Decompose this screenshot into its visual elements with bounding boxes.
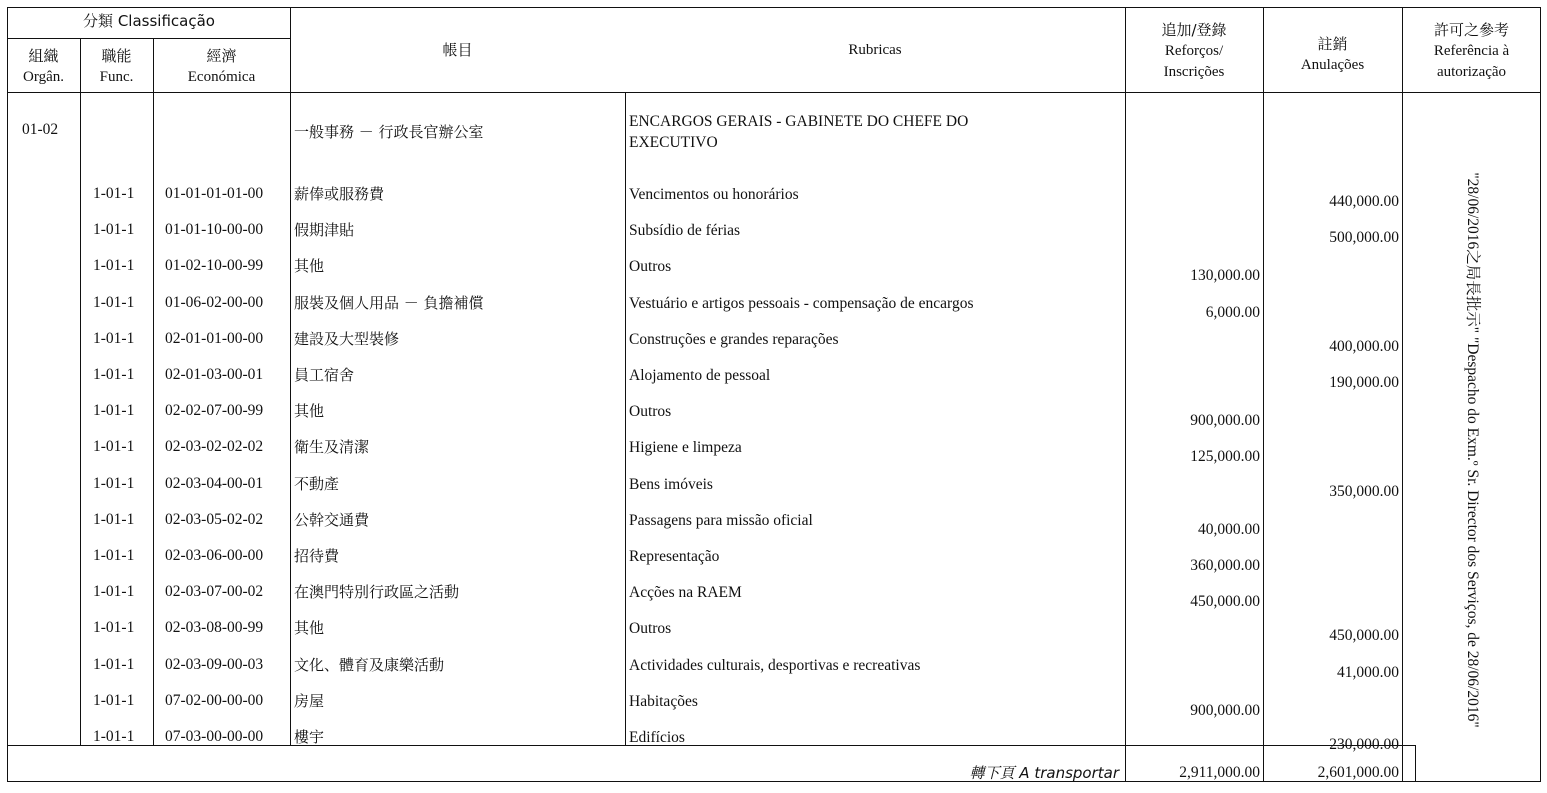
row-econ-code: 02-03-07-00-02 bbox=[165, 583, 264, 600]
col-divider-econ bbox=[290, 7, 291, 745]
row-func-code: 1-01-1 bbox=[93, 511, 135, 528]
row-title-pt: Higiene e limpeza bbox=[629, 439, 742, 456]
row-econ-code: 01-01-01-01-00 bbox=[165, 185, 264, 202]
header-econ: 經濟 Económica bbox=[187, 47, 256, 85]
header-rubric-pt: Rubricas bbox=[848, 42, 902, 58]
row-title-pt: Bens imóveis bbox=[629, 476, 713, 493]
header-classification: 分類 Classificação bbox=[83, 12, 215, 30]
row-econ-code: 02-03-04-00-01 bbox=[165, 475, 264, 492]
row-anulacao: 350,000.00 bbox=[1329, 483, 1399, 500]
row-title-pt: Alojamento de pessoal bbox=[629, 367, 771, 384]
row-func-code: 1-01-1 bbox=[93, 619, 135, 636]
col-divider-org bbox=[80, 38, 81, 745]
row-title-pt: Actividades culturais, desportivas e recreativas bbox=[629, 657, 921, 674]
row-anulacao: 41,000.00 bbox=[1337, 664, 1399, 681]
row-title-zh: 其他 bbox=[294, 257, 325, 275]
row-reforco: 900,000.00 bbox=[1190, 702, 1260, 719]
authorization-text: "28/06/2016之局長批示" "Despacho do Exm.º Sr. Director dos Serviços, de 28/06/2016" bbox=[1464, 172, 1481, 728]
row-econ-code: 07-02-00-00-00 bbox=[165, 692, 264, 709]
row-func-code: 1-01-1 bbox=[93, 330, 135, 347]
col-divider-rubric-zh bbox=[625, 92, 626, 745]
row-reforco: 900,000.00 bbox=[1190, 412, 1260, 429]
row-econ-code: 02-01-01-00-00 bbox=[165, 330, 264, 347]
row-title-zh: 建設及大型裝修 bbox=[294, 330, 400, 348]
row-econ-code: 02-03-02-02-02 bbox=[165, 438, 264, 455]
row-econ-code: 02-03-05-02-02 bbox=[165, 511, 264, 528]
col-divider-func bbox=[153, 38, 154, 745]
col-divider-reforcos bbox=[1263, 7, 1264, 782]
row-reforco: 130,000.00 bbox=[1190, 267, 1260, 284]
row-econ-code: 01-01-10-00-00 bbox=[165, 221, 264, 238]
row-title-zh: 在澳門特別行政區之活動 bbox=[294, 583, 460, 601]
row-econ-code: 02-03-08-00-99 bbox=[165, 619, 264, 636]
row-func-code: 1-01-1 bbox=[93, 656, 135, 673]
row-anulacao: 400,000.00 bbox=[1329, 338, 1399, 355]
row-anulacao: 450,000.00 bbox=[1329, 627, 1399, 644]
row-title-pt: Outros bbox=[629, 620, 672, 637]
total-anulacoes: 2,601,000.00 bbox=[1317, 764, 1399, 781]
row-title-zh: 服裝及個人用品 － 負擔補償 bbox=[294, 294, 484, 312]
row-title-zh: 文化、體育及康樂活動 bbox=[294, 656, 445, 674]
header-reforcos: 追加/登錄 Reforços/ Inscrições bbox=[1161, 21, 1227, 80]
row-anulacao: 190,000.00 bbox=[1329, 374, 1399, 391]
row-func-code: 1-01-1 bbox=[93, 221, 135, 238]
row-econ-code: 07-03-00-00-00 bbox=[165, 728, 264, 745]
row-reforco: 6,000.00 bbox=[1205, 304, 1260, 321]
row-reforco: 125,000.00 bbox=[1190, 448, 1260, 465]
group-title-pt-line2: EXECUTIVO bbox=[629, 134, 718, 151]
row-title-pt: Acções na RAEM bbox=[629, 584, 742, 601]
row-title-zh: 員工宿舍 bbox=[294, 366, 355, 384]
row-title-zh: 薪俸或服務費 bbox=[294, 185, 385, 203]
header-organ: 組織 Orgân. bbox=[23, 47, 64, 85]
row-func-code: 1-01-1 bbox=[93, 438, 135, 455]
row-econ-code: 02-03-06-00-00 bbox=[165, 547, 264, 564]
row-func-code: 1-01-1 bbox=[93, 402, 135, 419]
row-func-code: 1-01-1 bbox=[93, 547, 135, 564]
row-func-code: 1-01-1 bbox=[93, 692, 135, 709]
row-func-code: 1-01-1 bbox=[93, 583, 135, 600]
row-title-zh: 衛生及清潔 bbox=[294, 438, 370, 456]
row-title-pt: Vestuário e artigos pessoais - compensação de encargos bbox=[629, 295, 974, 312]
group-title-zh: 一般事務 － 行政長官辦公室 bbox=[294, 123, 484, 141]
transport-label: 轉下頁 A transportar bbox=[969, 764, 1119, 782]
col-divider-rubric-pt bbox=[1125, 7, 1126, 782]
row-func-code: 1-01-1 bbox=[93, 257, 135, 274]
row-title-zh: 假期津貼 bbox=[294, 221, 355, 239]
row-title-pt: Vencimentos ou honorários bbox=[629, 186, 799, 203]
header-rubric-zh: 帳目 bbox=[442, 41, 473, 59]
row-econ-code: 02-01-03-00-01 bbox=[165, 366, 264, 383]
row-econ-code: 01-06-02-00-00 bbox=[165, 294, 264, 311]
row-title-pt: Edifícios bbox=[629, 729, 685, 746]
row-title-zh: 其他 bbox=[294, 402, 325, 420]
row-title-pt: Subsídio de férias bbox=[629, 222, 741, 239]
header-bottom-divider bbox=[7, 92, 1541, 93]
row-reforco: 360,000.00 bbox=[1190, 557, 1260, 574]
row-title-zh: 其他 bbox=[294, 619, 325, 637]
row-reforco: 450,000.00 bbox=[1190, 593, 1260, 610]
col-divider-anulacoes bbox=[1402, 7, 1403, 782]
header-sub-divider bbox=[7, 38, 291, 39]
col-divider-ref-inner bbox=[1415, 745, 1416, 782]
total-reforcos: 2,911,000.00 bbox=[1179, 764, 1260, 781]
row-title-zh: 房屋 bbox=[294, 692, 325, 710]
header-func: 職能 Func. bbox=[99, 47, 134, 85]
group-title-pt-line1: ENCARGOS GERAIS - GABINETE DO CHEFE DO bbox=[629, 113, 969, 130]
row-title-zh: 公幹交通費 bbox=[294, 511, 370, 529]
row-func-code: 1-01-1 bbox=[93, 294, 135, 311]
row-econ-code: 02-02-07-00-99 bbox=[165, 402, 264, 419]
row-func-code: 1-01-1 bbox=[93, 185, 135, 202]
row-anulacao: 500,000.00 bbox=[1329, 229, 1399, 246]
row-title-zh: 樓宇 bbox=[294, 728, 325, 746]
header-reference: 許可之參考 Referência à autorização bbox=[1433, 21, 1510, 80]
row-reforco: 40,000.00 bbox=[1198, 521, 1260, 538]
header-anulacoes: 註銷 Anulações bbox=[1300, 35, 1365, 73]
row-title-pt: Habitações bbox=[629, 693, 698, 710]
group-organ-code: 01-02 bbox=[22, 121, 59, 138]
row-anulacao: 440,000.00 bbox=[1329, 193, 1399, 210]
row-anulacao: 230,000.00 bbox=[1329, 736, 1399, 753]
row-func-code: 1-01-1 bbox=[93, 366, 135, 383]
row-func-code: 1-01-1 bbox=[93, 475, 135, 492]
row-title-pt: Outros bbox=[629, 258, 672, 275]
row-title-zh: 不動產 bbox=[294, 475, 340, 493]
row-title-pt: Construções e grandes reparações bbox=[629, 331, 839, 348]
row-func-code: 1-01-1 bbox=[93, 728, 135, 745]
row-title-pt: Passagens para missão oficial bbox=[629, 512, 813, 529]
row-title-pt: Outros bbox=[629, 403, 672, 420]
row-econ-code: 02-03-09-00-03 bbox=[165, 656, 264, 673]
row-title-zh: 招待費 bbox=[294, 547, 340, 565]
row-title-pt: Representação bbox=[629, 548, 720, 565]
row-econ-code: 01-02-10-00-99 bbox=[165, 257, 264, 274]
